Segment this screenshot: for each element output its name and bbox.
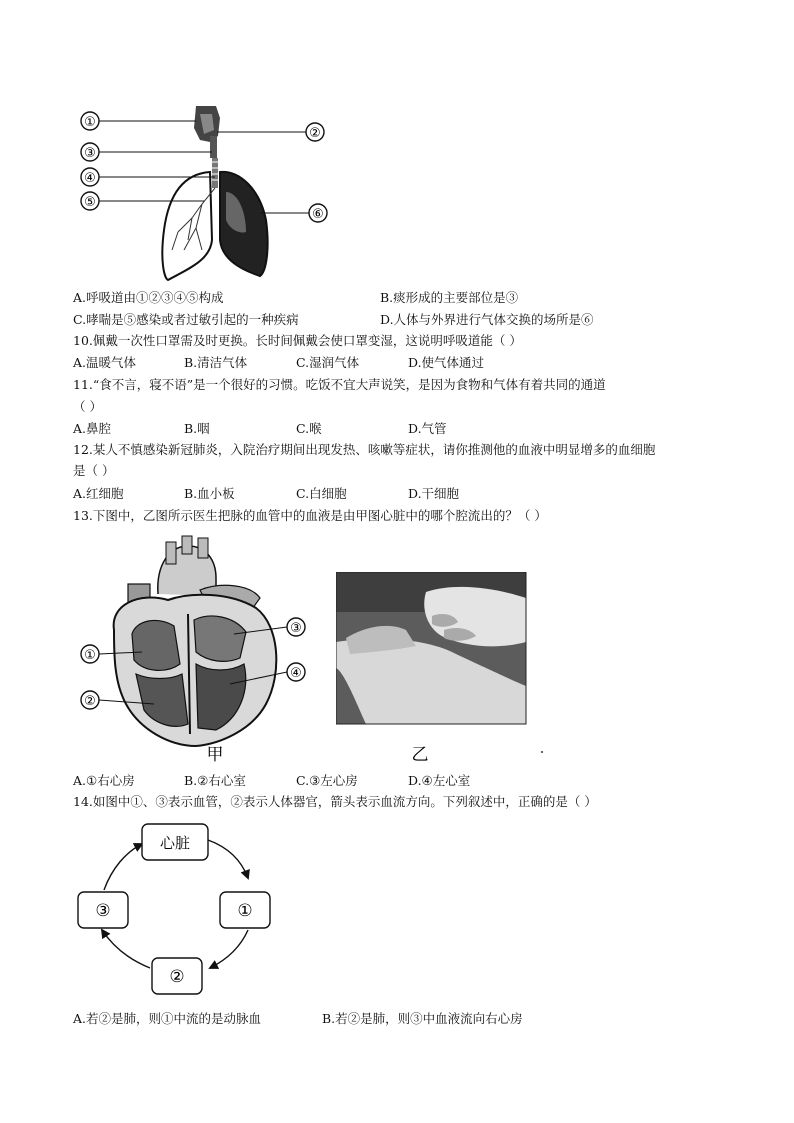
q11-stem-cont: （ ） — [73, 399, 102, 414]
q14-stem: 14.如图中①、③表示血管，②表示人体器官，箭头表示血流方向。下列叙述中，正确的是（ ） — [73, 794, 597, 809]
pulse-photo-figure — [336, 572, 548, 768]
vessel-3-label: ③ — [95, 901, 111, 921]
q10-option-b[interactable]: B.清洁气体 — [184, 355, 248, 370]
q11-option-b[interactable]: B.咽 — [184, 421, 210, 436]
q13-option-b[interactable]: B.②右心室 — [184, 773, 246, 788]
resp-label-5: ⑤ — [84, 195, 96, 210]
q12-option-d[interactable]: D.干细胞 — [408, 486, 460, 501]
resp-label-3: ③ — [84, 146, 96, 161]
organ-2-label: ② — [169, 967, 185, 987]
circulation-diagram — [70, 818, 290, 998]
q14-option-a[interactable]: A.若②是肺，则①中流的是动脉血 — [73, 1011, 262, 1026]
q12-stem-cont: 是（ ） — [73, 463, 115, 478]
q11-option-d[interactable]: D.气管 — [408, 421, 447, 436]
q10-option-c[interactable]: C.湿润气体 — [296, 355, 360, 370]
respiratory-system-figure — [70, 100, 340, 290]
q10-option-a[interactable]: A.温暖气体 — [73, 355, 137, 370]
q9-option-d[interactable]: D.人体与外界进行气体交换的场所是⑥ — [380, 312, 594, 327]
heart-figure — [70, 534, 320, 766]
q10-option-d[interactable]: D.使气体通过 — [408, 355, 485, 370]
q11-stem: 11.“食不言，寝不语”是一个很好的习惯。吃饭不宜大声说笑，是因为食物和气体有着共同的通道 — [73, 377, 606, 392]
heart-label-2: ② — [84, 694, 96, 709]
q12-option-a[interactable]: A.红细胞 — [73, 486, 124, 501]
q12-option-b[interactable]: B.血小板 — [184, 486, 235, 501]
heart-box-label: 心脏 — [159, 834, 191, 852]
q13-option-c[interactable]: C.③左心房 — [296, 773, 358, 788]
q13-stem: 13.下图中，乙图所示医生把脉的血管中的血液是由甲图心脏中的哪个腔流出的？（ ） — [73, 508, 547, 523]
resp-label-6: ⑥ — [312, 207, 324, 222]
heart-label-3: ③ — [290, 621, 302, 636]
q12-option-c[interactable]: C.白细胞 — [296, 486, 347, 501]
q11-option-c[interactable]: C.喉 — [296, 421, 322, 436]
pulse-caption: 乙 — [411, 745, 429, 765]
q9-option-c[interactable]: C.哮喘是⑤感染或者过敏引起的一种疾病 — [73, 312, 299, 327]
q13-option-d[interactable]: D.④左心室 — [408, 773, 471, 788]
q12-stem: 12.某人不慎感染新冠肺炎，入院治疗期间出现发热、咳嗽等症状，请你推测他的血液中明显增多的血细胞 — [73, 442, 656, 457]
heart-caption: 甲 — [206, 745, 224, 765]
q11-option-a[interactable]: A.鼻腔 — [73, 421, 112, 436]
heart-label-4: ④ — [290, 666, 302, 681]
q14-option-b[interactable]: B.若②是肺，则③中血液流向右心房 — [322, 1011, 523, 1026]
resp-label-2: ② — [309, 126, 321, 141]
resp-label-4: ④ — [84, 171, 96, 186]
vessel-1-label: ① — [237, 901, 253, 921]
resp-label-1: ① — [84, 115, 96, 130]
q10-stem: 10.佩戴一次性口罩需及时更换。长时间佩戴会使口罩变湿，这说明呼吸道能（ ） — [73, 333, 522, 348]
heart-label-1: ① — [84, 648, 96, 663]
q9-option-b[interactable]: B.痰形成的主要部位是③ — [380, 290, 519, 305]
q13-option-a[interactable]: A.①右心房 — [73, 773, 135, 788]
q9-option-a[interactable]: A.呼吸道由①②③④⑤构成 — [73, 290, 224, 305]
